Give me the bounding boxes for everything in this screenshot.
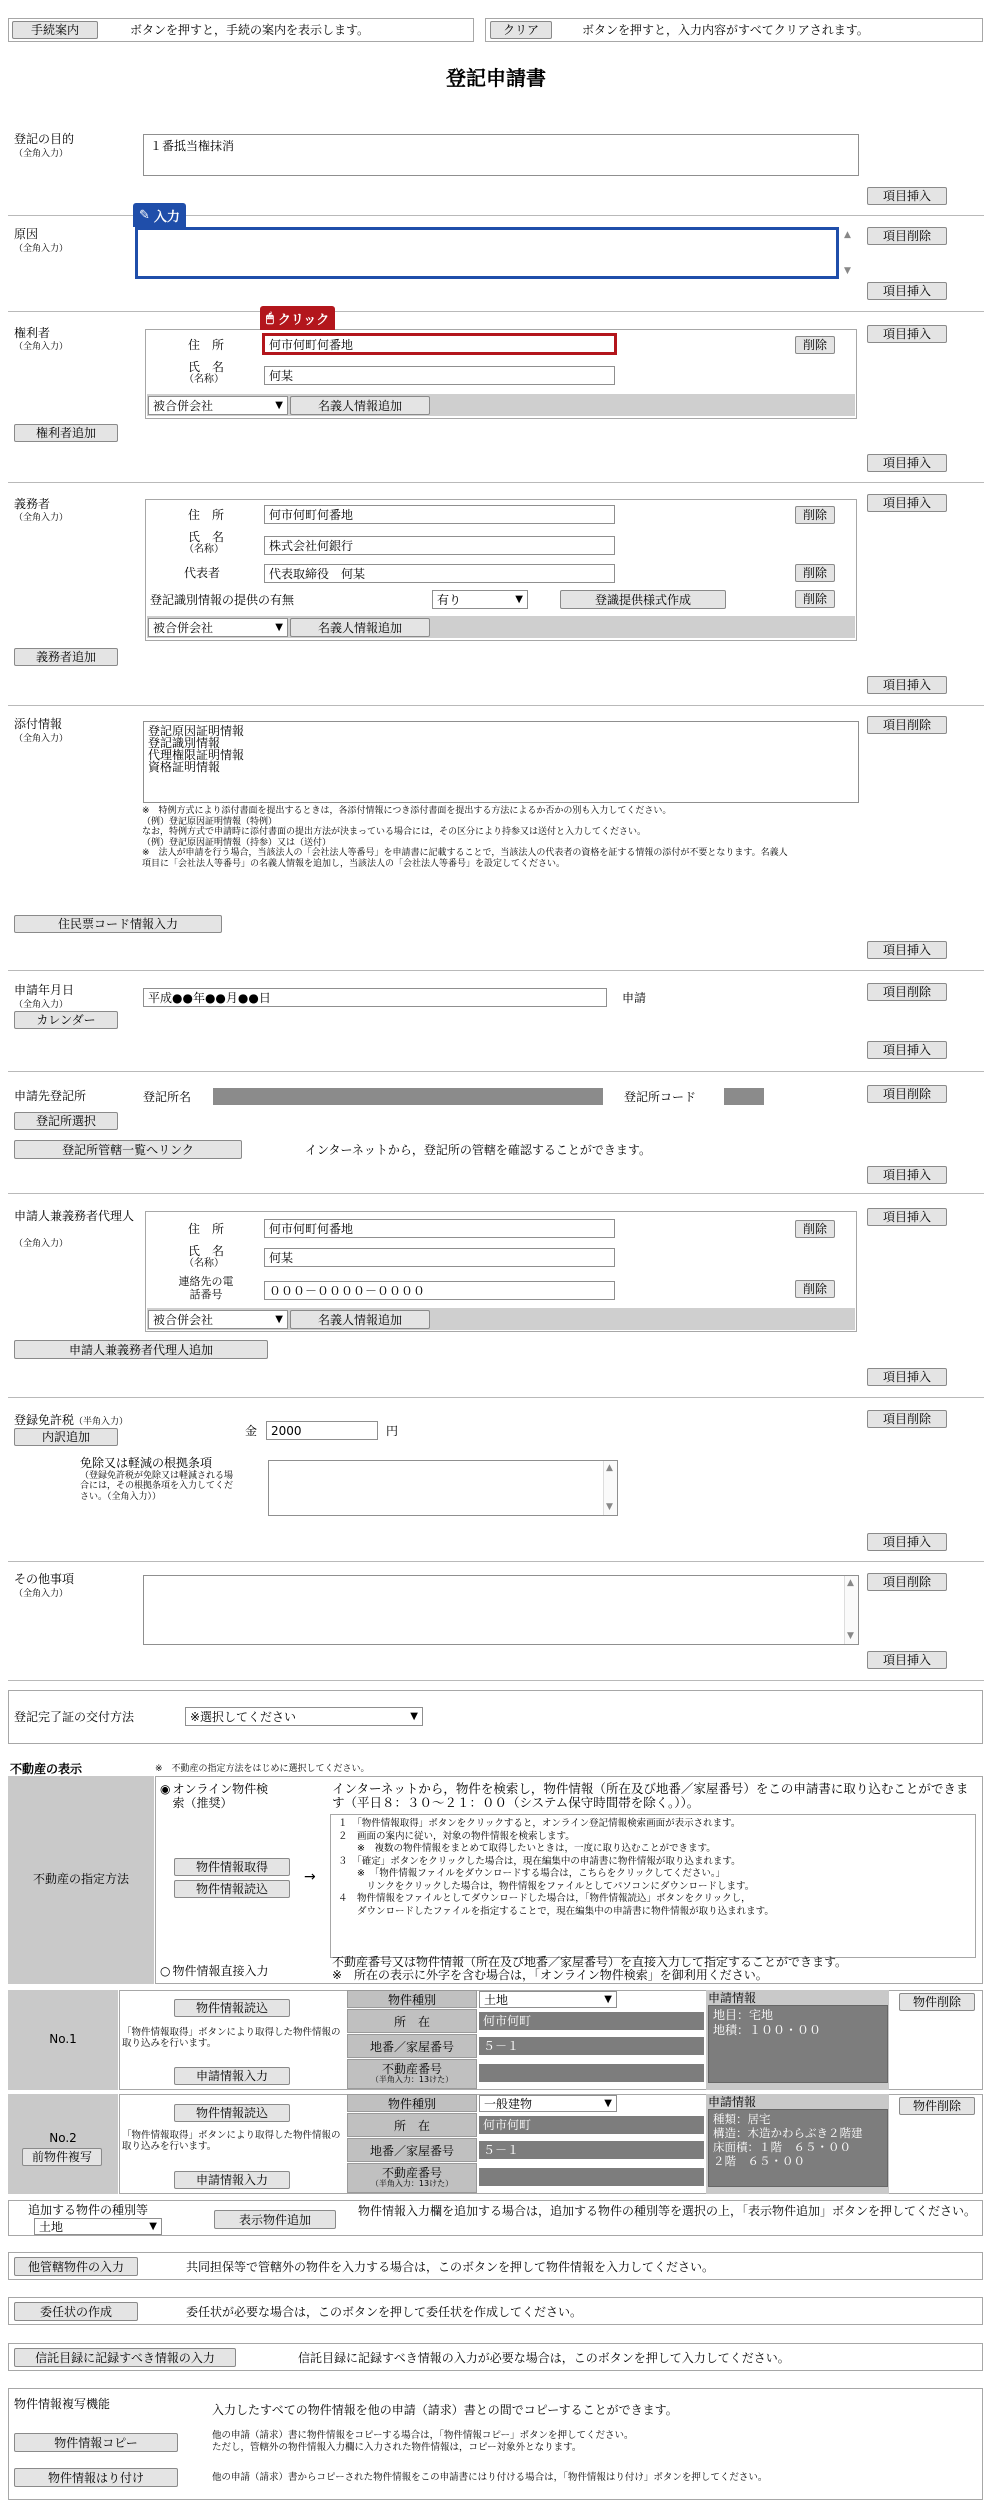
exempt-scrollbar[interactable] [603, 1461, 617, 1515]
divider [8, 311, 984, 312]
delete-item-button[interactable]: 項目削除 [867, 1085, 947, 1103]
insert-item-button[interactable]: 項目挿入 [867, 1166, 947, 1184]
divider [8, 1561, 984, 1562]
estate-no-label [347, 2059, 477, 2089]
attachments-sub: （全角入力） [14, 734, 69, 744]
name-sub-label: （名称） [184, 544, 224, 555]
kind-select[interactable] [479, 1991, 617, 2008]
direct-radio-label: 物件情報直接入力 [172, 1964, 269, 1978]
cause-textarea[interactable] [135, 227, 839, 279]
rights-holder-name-input[interactable]: 何某 [264, 366, 615, 385]
date-input[interactable]: 平成●●年●●月●●日 [143, 988, 607, 1007]
insert-item-button[interactable]: 項目挿入 [867, 325, 947, 343]
kind-label: 物件種別 [347, 1990, 477, 2008]
certificate-box [8, 1690, 983, 1744]
chevron-down-icon: ▼ [149, 2221, 157, 2232]
add-kind-value: 土地 [39, 2220, 64, 2234]
date-suffix: 申請 [622, 991, 647, 1005]
insert-item-button[interactable]: 項目挿入 [867, 941, 947, 959]
registry-code-value [724, 1088, 764, 1105]
registry-name-value [213, 1088, 603, 1105]
representative-label: 代表者 [184, 566, 221, 580]
tel-input[interactable]: ０００－００００－００００ [264, 1281, 615, 1300]
obligor-address-input[interactable]: 何市何町何番地 [264, 505, 615, 524]
representative-input[interactable]: 代表取締役 何某 [264, 564, 615, 583]
date-label: 申請年月日 [14, 983, 75, 997]
delete-button[interactable]: 削除 [795, 1280, 835, 1298]
lot-value: ５－１ [479, 2037, 704, 2055]
tax-unit: 円 [386, 1424, 399, 1438]
input-tag [133, 203, 186, 227]
copy-note: 他の申請（請求）書に物件情報をコピーする場合は，「物件情報コピー」ボタンを押してください。 ただし，管轄外の物件情報入力欄に入力された物件情報は，コピー対象外となります。 [212, 2430, 634, 2453]
delete-item-button[interactable]: 項目削除 [867, 983, 947, 1001]
add-applicant-button[interactable]: 申請人兼義務者代理人追加 [14, 1340, 268, 1359]
chevron-down-icon: ▼ [515, 594, 523, 605]
applicant-sub: （全角入力） [14, 1239, 69, 1249]
divider [8, 1680, 984, 1681]
guide-text: ボタンを押すと，手続の案内を表示します。 [130, 23, 370, 37]
arrow-right-icon: → [304, 1869, 316, 1885]
add-name-info-button[interactable]: 名義人情報追加 [290, 618, 430, 637]
obligor-name-input[interactable]: 株式会社何銀行 [264, 536, 615, 555]
add-kind-select[interactable] [34, 2218, 162, 2235]
property-header: 不動産の表示 [10, 1762, 83, 1776]
name-label: 氏 名 [188, 1244, 225, 1258]
registry-select-button[interactable]: 登記所選択 [14, 1112, 118, 1130]
create-proxy-button[interactable]: 委任状の作成 [14, 2302, 138, 2321]
name-label: 氏 名 [188, 360, 225, 374]
certificate-value: ※選択してください [190, 1710, 297, 1724]
id-info-form-button[interactable]: 登識提供様式作成 [560, 590, 726, 609]
purpose-sub: （全角入力） [14, 149, 69, 159]
add-kind-label: 追加する物件の種別等 [28, 2203, 149, 2217]
delete-button[interactable]: 削除 [795, 590, 835, 608]
trust-text: 信託目録に記録すべき情報の入力が必要な場合は，このボタンを押して入力してください。 [298, 2351, 790, 2365]
purpose-label: 登記の目的 [14, 132, 75, 146]
online-radio[interactable] [160, 1782, 272, 1811]
tax-label [14, 1414, 128, 1428]
registry-code-label: 登記所コード [624, 1090, 697, 1104]
address-label: 住 所 [188, 1222, 225, 1236]
insert-item-button[interactable]: 項目挿入 [867, 676, 947, 694]
app-info-button[interactable]: 申請情報入力 [174, 2171, 290, 2189]
proxy-text: 委任状が必要な場合は，このボタンを押して委任状を作成してください。 [186, 2305, 583, 2319]
delete-property-button[interactable]: 物件削除 [899, 1993, 975, 2011]
scroll-up-icon: ▲ [847, 1578, 854, 1588]
joint-select-value: 被合併会社 [153, 1313, 214, 1327]
kind-value: 一般建物 [484, 2097, 533, 2111]
scroll-down-icon: ▼ [844, 266, 851, 276]
name-sub-label: （名称） [184, 1258, 224, 1269]
other-label: その他事項 [14, 1572, 75, 1586]
estate-no-label-text: 不動産番号 [381, 2062, 442, 2076]
insert-item-button[interactable]: 項目挿入 [867, 1533, 947, 1551]
estate-no-label-sub: （半角入力：13けた） [370, 2075, 454, 2085]
property-no: No.1 [8, 1990, 118, 2090]
click-tag-label: クリック [277, 312, 330, 328]
estate-no-label-sub: （半角入力：13けた） [370, 2179, 454, 2189]
delete-item-button[interactable]: 項目削除 [867, 716, 947, 734]
registry-link-text: インターネットから，登記所の管轄を確認することができます。 [305, 1143, 651, 1157]
delete-item-button[interactable]: 項目削除 [867, 1573, 947, 1591]
exempt-label: 免除又は軽減の根拠条項 [80, 1456, 213, 1470]
app-info-listbox[interactable]: 種類：居宅 構造：木造かわらぶき２階建 床面積：１階 ６５・００ ２階 ６５・００ [708, 2109, 888, 2187]
cause-label: 原因 [14, 227, 39, 241]
guide-button[interactable]: 手続案内 [12, 21, 98, 39]
delete-button[interactable]: 削除 [795, 506, 835, 524]
clear-text: ボタンを押すと，入力内容がすべてクリアされます。 [582, 23, 869, 37]
joint-company-select[interactable] [148, 618, 288, 637]
other-textarea[interactable] [143, 1575, 859, 1645]
online-radio-label: オンライン物件検索（推奨） [172, 1782, 269, 1811]
chevron-down-icon: ▼ [410, 1711, 418, 1722]
exempt-textarea[interactable] [268, 1460, 618, 1516]
rights-holder-label: 権利者 [14, 326, 51, 340]
copy-previous-button[interactable]: 前物件複写 [22, 2148, 102, 2166]
add-name-info-button[interactable]: 名義人情報追加 [290, 396, 430, 415]
insert-item-button[interactable]: 項目挿入 [867, 282, 947, 300]
click-tag [260, 306, 335, 330]
kind-select[interactable] [479, 2095, 617, 2112]
other-scrollbar[interactable] [844, 1576, 858, 1644]
chevron-down-icon: ▼ [604, 2098, 612, 2109]
name-sub-label: （名称） [184, 374, 224, 385]
page-title: 登記申請書 [446, 66, 546, 90]
copy-desc: 入力したすべての物件情報を他の申請（請求）書との間でコピーすることができます。 [212, 2403, 678, 2417]
radio-empty-icon: ○ [160, 1964, 171, 1978]
certificate-select[interactable] [185, 1707, 423, 1726]
add-note: 物件情報入力欄を追加する場合は，追加する物件の種別等を選択の上，「表示物件追加」ボタンを押してください。 [358, 2204, 977, 2218]
read-property-button[interactable]: 物件情報読込 [174, 1880, 290, 1898]
divider [8, 1071, 984, 1072]
delete-button[interactable]: 削除 [795, 336, 835, 354]
delete-button[interactable]: 削除 [795, 1220, 835, 1238]
id-info-label: 登記識別情報の提供の有無 [150, 593, 295, 607]
chevron-down-icon: ▼ [275, 622, 283, 633]
pencil-icon: ✎ [139, 207, 150, 223]
id-info-value: 有り [437, 593, 462, 607]
breakdown-button[interactable]: 内訳追加 [14, 1428, 118, 1446]
obligor-label: 義務者 [14, 497, 51, 511]
scroll-up-icon: ▲ [844, 230, 851, 240]
radio-selected-icon: ◉ [160, 1782, 171, 1796]
delete-item-button[interactable]: 項目削除 [867, 1410, 947, 1428]
registry-name-label: 登記所名 [143, 1090, 192, 1104]
joint-select-value: 被合併会社 [153, 399, 214, 413]
insert-item-button[interactable]: 項目挿入 [867, 1368, 947, 1386]
location-value: 何市何町 [479, 2012, 704, 2030]
copy-label: 物件情報複写機能 [14, 2397, 111, 2411]
exempt-note: （登録免許税が免除又は軽減される場合には，その根拠条項を入力してください。（全角入力）） [80, 1471, 234, 1502]
tax-label-sub: （半角入力） [74, 1417, 129, 1427]
app-info-listbox[interactable]: 地目：宅地 地積：１００・００ [708, 2005, 888, 2083]
certificate-label: 登記完了証の交付方法 [14, 1710, 135, 1724]
applicant-label: 申請人兼義務者代理人 [14, 1209, 135, 1223]
tax-prefix: 金 [245, 1424, 258, 1438]
purpose-textarea[interactable]: １番抵当権抹消 [143, 134, 859, 176]
outside-text: 共同担保等で管轄外の物件を入力する場合は，このボタンを押して物件情報を入力してください。 [186, 2260, 715, 2274]
app-info-button[interactable]: 申請情報入力 [174, 2067, 290, 2085]
app-info-label: 申請情報 [708, 2095, 757, 2109]
trust-info-button[interactable]: 信託目録に記録すべき情報の入力 [14, 2348, 236, 2367]
delete-property-button[interactable]: 物件削除 [899, 2097, 975, 2115]
add-rights-holder-button[interactable]: 権利者追加 [14, 424, 118, 442]
location-value: 何市何町 [479, 2116, 704, 2134]
delete-button[interactable]: 削除 [795, 564, 835, 582]
estate-no-label [347, 2163, 477, 2193]
applicant-name-input[interactable]: 何某 [264, 1248, 615, 1267]
add-name-info-button[interactable]: 名義人情報追加 [290, 1310, 430, 1329]
estate-no-label-text: 不動産番号 [381, 2166, 442, 2180]
delete-item-button[interactable]: 項目削除 [867, 227, 947, 245]
property-no: No.2 [8, 2094, 118, 2194]
add-obligor-button[interactable]: 義務者追加 [14, 648, 118, 666]
insert-item-button[interactable]: 項目挿入 [867, 187, 947, 205]
insert-item-button[interactable]: 項目挿入 [867, 1651, 947, 1669]
cause-scrollbar[interactable] [842, 228, 856, 278]
lot-label: 地番／家屋番号 [347, 2138, 477, 2162]
cause-sub: （全角入力） [14, 244, 69, 254]
joint-select-value: 被合併会社 [153, 621, 214, 635]
read-property-button[interactable]: 物件情報読込 [174, 2104, 290, 2122]
show-property-button[interactable]: 表示物件追加 [214, 2210, 336, 2229]
app-info-label: 申請情報 [708, 1991, 757, 2005]
rights-holder-sub: （全角入力） [14, 342, 69, 352]
online-desc: インターネットから，物件を検索し，物件情報（所在及び地番／家屋番号）をこの申請書に取り込むことができます（平日８：３０～２１：００（システム保守時間帯を除く。））。 [332, 1781, 969, 1810]
name-label: 氏 名 [188, 530, 225, 544]
other-sub: （全角入力） [14, 1589, 69, 1599]
attachments-label: 添付情報 [14, 717, 63, 731]
registry-link-button[interactable]: 登記所管轄一覧へリンク [14, 1140, 242, 1159]
direct-desc: 不動産番号又は物件情報（所在及び地番／家屋番号）を直接入力して指定することができます。 ※ 所在の表示に外字を含む場合は，「オンライン物件検索」を御利用ください。 [332, 1955, 848, 1982]
date-sub: （全角入力） [14, 1000, 69, 1010]
insert-item-button[interactable]: 項目挿入 [867, 494, 947, 512]
clear-button[interactable]: クリア [490, 21, 552, 39]
divider [8, 1397, 984, 1398]
chevron-down-icon: ▼ [275, 1314, 283, 1325]
insert-item-button[interactable]: 項目挿入 [867, 454, 947, 472]
scroll-down-icon: ▼ [606, 1502, 613, 1513]
paste-property-button[interactable]: 物件情報はり付け [14, 2468, 178, 2487]
scroll-down-icon: ▼ [847, 1631, 854, 1642]
insert-item-button[interactable]: 項目挿入 [867, 1208, 947, 1226]
mouse-icon: 🖱 [266, 310, 274, 326]
input-tag-label: 入力 [153, 209, 180, 225]
address-label: 住 所 [188, 508, 225, 522]
divider [8, 482, 984, 483]
property-header-note: ※ 不動産の指定方法をはじめに選択してください。 [155, 1764, 370, 1774]
applicant-address-input[interactable]: 何市何町何番地 [264, 1219, 615, 1238]
chevron-down-icon: ▼ [275, 400, 283, 411]
outside-jurisdiction-button[interactable]: 他管轄物件の入力 [14, 2257, 138, 2276]
divider [8, 1193, 984, 1194]
obligor-sub: （全角入力） [14, 513, 69, 523]
read-note: 「物件情報取得」ボタンにより取得した物件情報の取り込みを行います。 [122, 2027, 341, 2049]
estate-no-value [479, 2064, 704, 2082]
resident-code-button[interactable]: 住民票コード情報入力 [14, 915, 222, 933]
tax-label-text: 登録免許税 [14, 1413, 75, 1427]
registry-label: 申請先登記所 [14, 1089, 87, 1103]
joint-company-select[interactable] [148, 396, 288, 415]
divider [8, 705, 984, 706]
chevron-down-icon: ▼ [604, 1994, 612, 2005]
attachments-note: ※ 特例方式により添付書面を提出するときは，各添付情報につき添付書面を提出する方法によるか否かの別も入力してください。 （例）登記原因証明情報（特例） なお，特例方式で申請時に添付書面の提出方法が決まっている場合には，その区分により持参又は送付と入力してください。 （例）登記原因証明情報（持参）又は（送付） ※ 法人が申請を行う場合，当該法人の「会社法人等番号」を申請書に記載することで，当該法人の代表者の資格を証する情報の添付が不要となります。名義人項目に「会社法人等番号」の名義人情報を追加し，当該法人の「会社法人等番号」を設定してください。 [142, 806, 788, 869]
lot-label: 地番／家屋番号 [347, 2034, 477, 2058]
scroll-up-icon: ▲ [606, 1463, 613, 1473]
calendar-button[interactable]: カレンダー [14, 1011, 118, 1029]
estate-no-value [479, 2168, 704, 2186]
method-label: 不動産の指定方法 [8, 1776, 154, 1984]
kind-value: 土地 [484, 1993, 509, 2007]
divider [8, 970, 984, 971]
steps-text: １ 「物件情報取得」ボタンをクリックすると，オンライン登記情報検索画面が表示されます。 ２ 画面の案内に従い，対象の物件情報を検索します。 ※ 複数の物件情報をまとめて取得したいときは，一度に取り込むことができます。 ３ 「確定」ボタンをクリックした場合は，現在編集中の申請書に物件情報が取り込まれます。 ※ 「物件情報ファイルをダウンロードする場合は，こちらをクリックしてください。」 リンクをクリックした場合は，物件情報をファイルとしてパソコンにダウンロードします。 ４ 物件情報をファイルとしてダウンロードした場合は，「物件情報読込」ボタンをクリックし， ダウンロードしたファイルを指定することで，現在編集中の申請書に物件情報が取り込まれます。 [338, 1818, 774, 1917]
address-label: 住 所 [188, 338, 225, 352]
attachments-textarea[interactable]: 登記原因証明情報 登記識別情報 代理権限証明情報 資格証明情報 [143, 721, 859, 803]
tel-label: 連絡先の電話番号 [178, 1275, 234, 1301]
kind-label: 物件種別 [347, 2094, 477, 2112]
get-property-button[interactable]: 物件情報取得 [174, 1858, 290, 1876]
lot-value: ５－１ [479, 2141, 704, 2159]
insert-item-button[interactable]: 項目挿入 [867, 1041, 947, 1059]
copy-property-button[interactable]: 物件情報コピー [14, 2433, 178, 2452]
location-label: 所 在 [347, 2113, 477, 2137]
tax-input[interactable]: 2000 [266, 1421, 378, 1440]
location-label: 所 在 [347, 2009, 477, 2033]
direct-radio[interactable] [160, 1964, 269, 1978]
rights-holder-address-input[interactable]: 何市何町何番地 [262, 333, 617, 355]
paste-note: 他の申請（請求）書からコピーされた物件情報をこの申請書にはり付ける場合は，「物件情報はり付け」ボタンを押してください。 [212, 2472, 768, 2483]
id-info-select[interactable] [432, 590, 528, 609]
read-note: 「物件情報取得」ボタンにより取得した物件情報の取り込みを行います。 [122, 2130, 341, 2152]
read-property-button[interactable]: 物件情報読込 [174, 1999, 290, 2017]
joint-company-select[interactable] [148, 1310, 288, 1329]
